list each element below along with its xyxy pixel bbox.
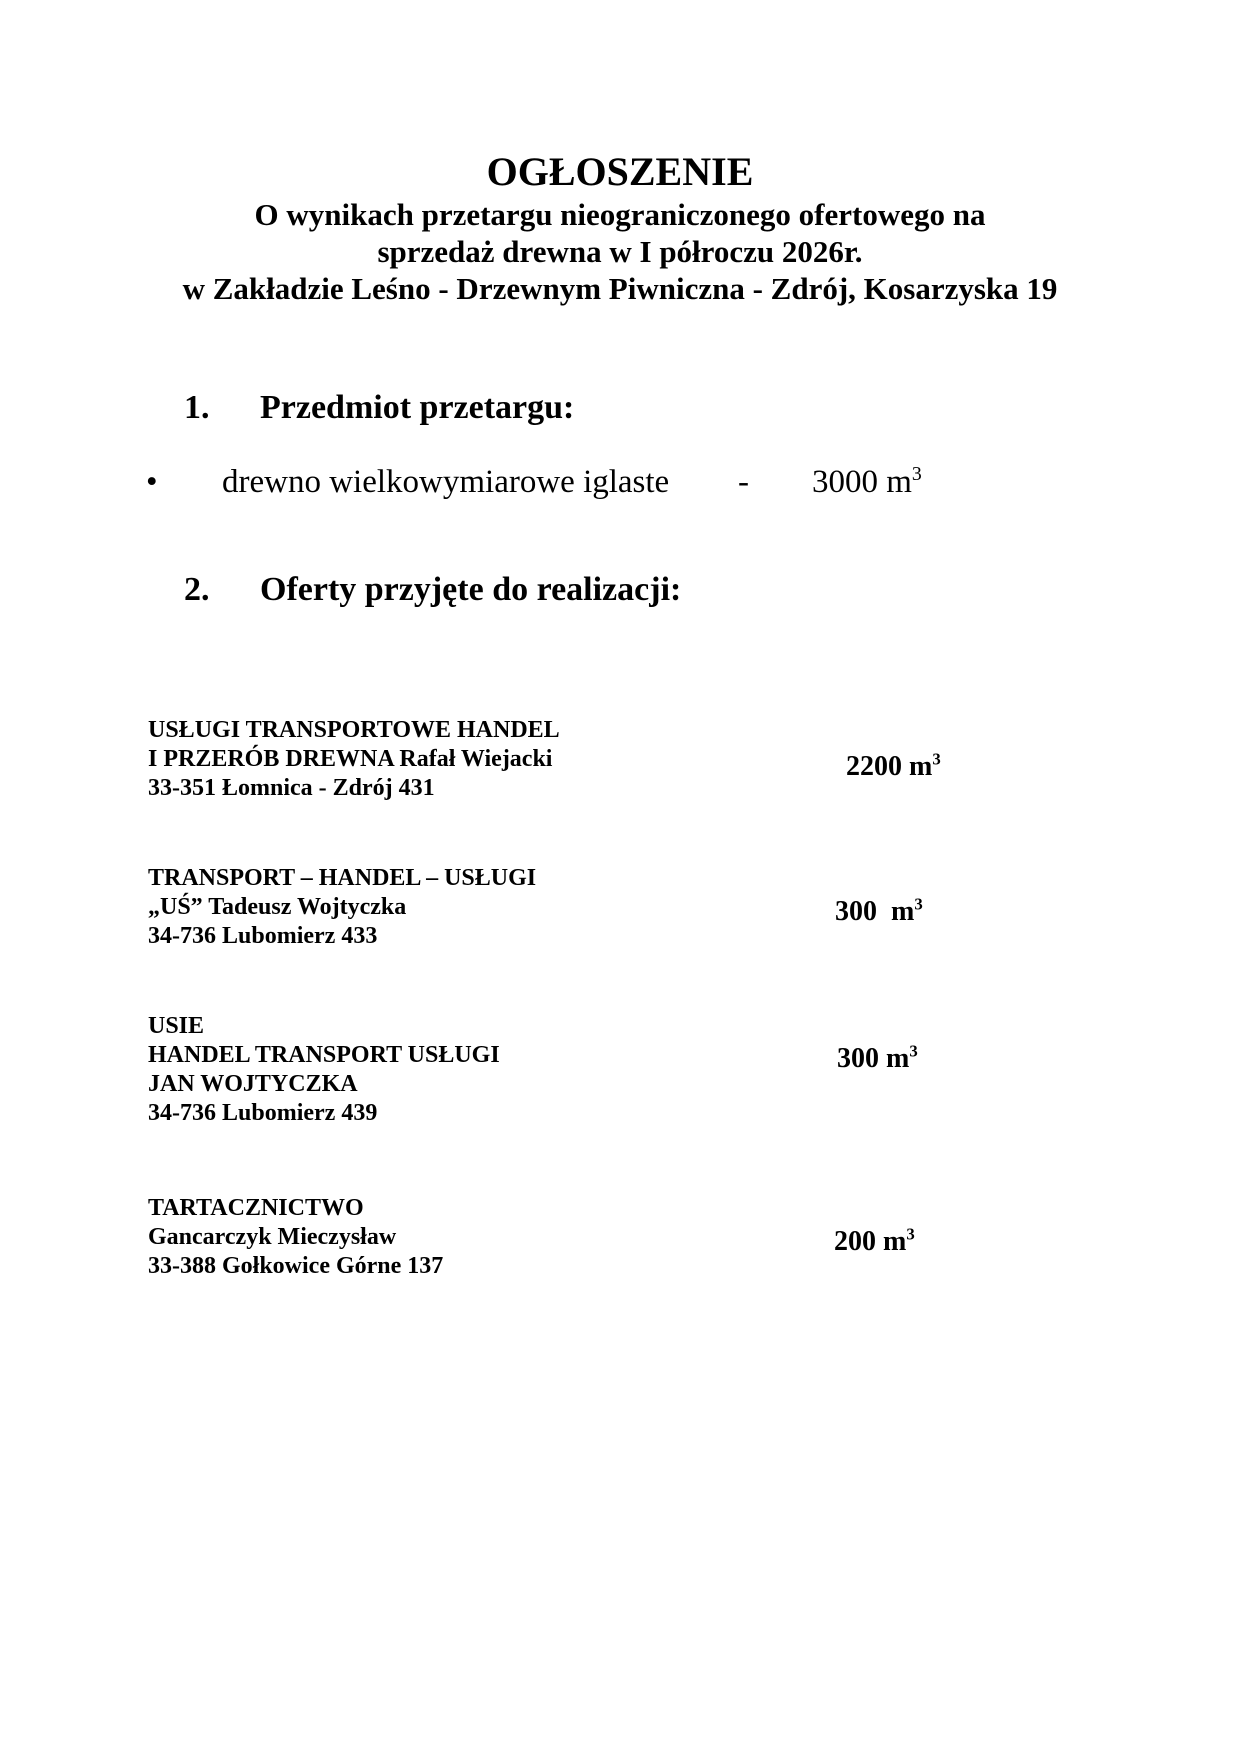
- offer-company-line: 34-736 Lubomierz 433: [148, 923, 378, 949]
- offer-company: [148, 864, 536, 951]
- section-2-number: 2.: [184, 571, 210, 608]
- subtitle-line-2: sprzedaż drewna w I półroczu 2026r.: [377, 234, 863, 269]
- offer-volume: [834, 1226, 915, 1258]
- section-2-title: Oferty przyjęte do realizacji:: [260, 571, 682, 608]
- subject-item-volume: [812, 462, 922, 502]
- offer-company-line: Gancarczyk Mieczysław: [148, 1224, 397, 1250]
- offer-volume: [835, 896, 923, 928]
- offer-company: [148, 716, 560, 803]
- section-1-heading: [184, 388, 574, 428]
- unit-exponent: 3: [909, 1041, 918, 1061]
- subtitle-line-1: O wynikach przetargu nieograniczonego ofertowego na: [254, 197, 986, 232]
- offer-volume: [846, 751, 941, 783]
- unit-exponent: 3: [911, 463, 922, 485]
- offer-company-line: TRANSPORT – HANDEL – USŁUGI: [148, 865, 537, 891]
- offer-company: [148, 1012, 500, 1128]
- announcement-header: [0, 148, 1240, 307]
- unit-exponent: 3: [906, 1224, 915, 1244]
- unit-exponent: 3: [932, 749, 941, 769]
- offer-company-line: USIE: [148, 1013, 205, 1039]
- unit-exponent: 3: [914, 894, 923, 914]
- subject-item-dash: -: [738, 464, 749, 500]
- bullet-icon: •: [146, 464, 158, 500]
- offer-company-line: USŁUGI TRANSPORTOWE HANDEL: [148, 717, 560, 743]
- offer-company-line: JAN WOJTYCZKA: [148, 1071, 358, 1097]
- offer-company-line: TARTACZNICTWO: [148, 1195, 364, 1221]
- offer-company: [148, 1194, 443, 1281]
- page-title: OGŁOSZENIE: [486, 149, 754, 194]
- offer-company-line: HANDEL TRANSPORT USŁUGI: [148, 1042, 500, 1068]
- section-1-title: Przedmiot przetargu:: [260, 389, 575, 426]
- offer-volume-value: 300 m: [837, 1043, 910, 1074]
- offer-company-line: 33-351 Łomnica - Zdrój 431: [148, 775, 435, 801]
- offer-company-line: I PRZERÓB DREWNA Rafał Wiejacki: [148, 746, 553, 772]
- offer-company-line: „UŚ” Tadeusz Wojtyczka: [148, 894, 407, 920]
- section-2-heading: [184, 570, 681, 610]
- offer-volume-value: 200 m: [834, 1226, 907, 1257]
- offer-volume-value: 300 m: [835, 896, 915, 927]
- subject-item-volume-value: 3000 m: [812, 464, 912, 500]
- offer-volume-value: 2200 m: [846, 751, 933, 782]
- offer-company-line: 33-388 Gołkowice Górne 137: [148, 1253, 444, 1279]
- subject-item-label: drewno wielkowymiarowe iglaste: [222, 464, 670, 500]
- subtitle-line-3: w Zakładzie Leśno - Drzewnym Piwniczna - Zdrój, Kosarzyska 19: [182, 271, 1058, 306]
- section-1-number: 1.: [184, 389, 210, 426]
- offer-volume: [837, 1043, 918, 1075]
- offer-company-line: 34-736 Lubomierz 439: [148, 1100, 378, 1126]
